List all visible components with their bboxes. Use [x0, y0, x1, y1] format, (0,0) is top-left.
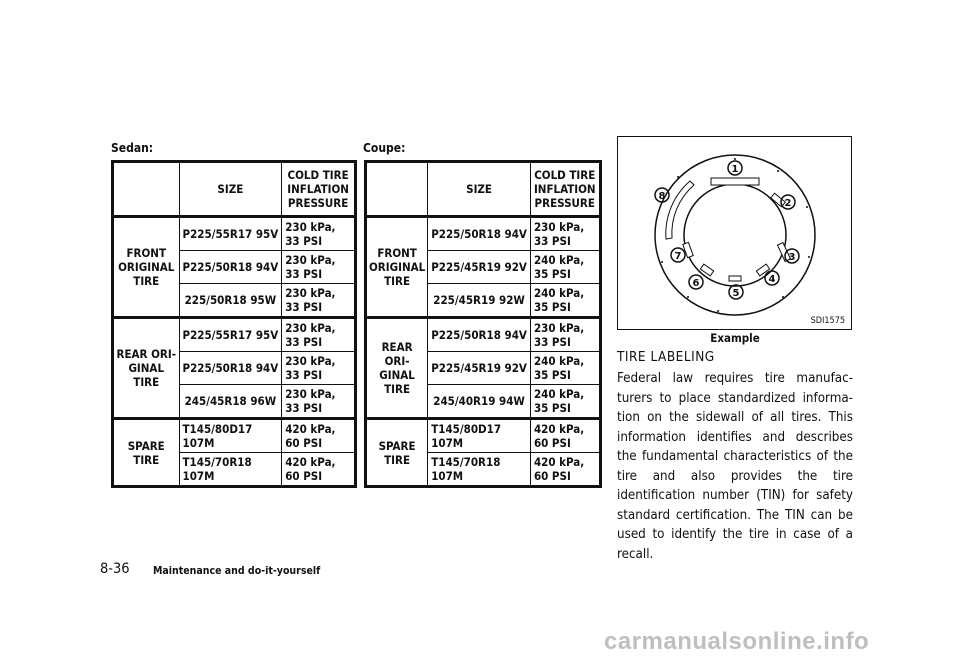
tire-position: FRONT ORIGINAL TIRE	[113, 217, 180, 318]
tire-size: P225/50R18 94V	[428, 217, 531, 251]
figure-code: SDI1575	[810, 316, 845, 326]
tire-size: T145/80D17 107M	[179, 419, 282, 453]
callout-5: 5	[732, 288, 740, 299]
sedan-tire-table	[111, 160, 357, 488]
table-row	[113, 419, 356, 453]
tire-pressure: 420 kPa, 60 PSI	[530, 453, 600, 487]
callout-2: 2	[784, 198, 792, 209]
size-header: SIZE	[428, 162, 531, 217]
section-heading: TIRE LABELING	[617, 349, 715, 365]
sedan-label: Sedan:	[111, 141, 154, 155]
tire-pressure: 230 kPa, 33 PSI	[530, 318, 600, 352]
position-header	[113, 162, 180, 217]
tire-pressure: 240 kPa, 35 PSI	[530, 385, 600, 419]
tire-pressure: 230 kPa, 33 PSI	[282, 385, 356, 419]
page-number: 8-36	[100, 561, 130, 577]
tire-size: 245/45R18 96W	[179, 385, 282, 419]
footer-section-title: Maintenance and do-it-yourself	[153, 565, 321, 577]
tire-size: 225/50R18 95W	[179, 284, 282, 318]
tire-size: P225/55R17 95V	[179, 318, 282, 352]
tire-size: 225/45R19 92W	[428, 284, 531, 318]
tire-pressure: 230 kPa, 33 PSI	[282, 284, 356, 318]
tire-pressure: 230 kPa, 33 PSI	[530, 217, 600, 251]
tire-size: P225/50R18 94V	[428, 318, 531, 352]
tire-pressure: 240 kPa, 35 PSI	[530, 352, 600, 385]
callout-4: 4	[768, 274, 776, 285]
tire-position: REAR ORI- GINAL TIRE	[366, 318, 428, 419]
tire-pressure: 230 kPa, 33 PSI	[282, 251, 356, 284]
table-row	[113, 217, 356, 251]
coupe-tire-table	[364, 160, 602, 488]
tire-size: T145/70R18 107M	[179, 453, 282, 487]
tire-size: T145/70R18 107M	[428, 453, 531, 487]
tire-pressure: 230 kPa, 33 PSI	[282, 352, 356, 385]
tire-size: P225/50R18 94V	[179, 251, 282, 284]
table-row	[366, 318, 601, 352]
tire-pressure: 420 kPa, 60 PSI	[530, 419, 600, 453]
tire-sidewall-figure	[617, 136, 852, 330]
callout-7: 7	[674, 251, 682, 262]
tire-pressure: 420 kPa, 60 PSI	[282, 453, 356, 487]
table-row	[366, 217, 601, 251]
tire-sidewall-illustration	[618, 137, 851, 329]
tire-pressure: 240 kPa, 35 PSI	[530, 251, 600, 284]
tire-size: P225/45R19 92V	[428, 251, 531, 284]
tire-size: 245/40R19 94W	[428, 385, 531, 419]
tire-pressure: 230 kPa, 33 PSI	[282, 318, 356, 352]
tire-position: SPARE TIRE	[366, 419, 428, 487]
callout-3: 3	[788, 252, 796, 263]
watermark: carmanualsonline.info	[604, 628, 870, 655]
position-header	[366, 162, 428, 217]
table-row	[366, 419, 601, 453]
tire-pressure: 230 kPa, 33 PSI	[282, 217, 356, 251]
callout-1: 1	[731, 164, 739, 175]
callout-6: 6	[692, 278, 700, 289]
callout-8: 8	[658, 191, 666, 202]
tire-pressure: 240 kPa, 35 PSI	[530, 284, 600, 318]
pressure-header: COLD TIRE INFLATION PRESSURE	[530, 162, 600, 217]
tire-pressure: 420 kPa, 60 PSI	[282, 419, 356, 453]
tire-size: T145/80D17 107M	[428, 419, 531, 453]
tire-position: FRONT ORIGINAL TIRE	[366, 217, 428, 318]
table-row	[113, 318, 356, 352]
tire-size: P225/50R18 94V	[179, 352, 282, 385]
tire-size: P225/55R17 95V	[179, 217, 282, 251]
figure-caption: Example	[710, 331, 760, 345]
coupe-label: Coupe:	[363, 141, 406, 155]
tire-position: SPARE TIRE	[113, 419, 180, 487]
size-header: SIZE	[179, 162, 282, 217]
pressure-header: COLD TIRE INFLATION PRESSURE	[282, 162, 356, 217]
tire-position: REAR ORI- GINAL TIRE	[113, 318, 180, 419]
section-body: Federal law requires tire manufac-turers to place standardized informa-tion on the sidewall of all tires. This information identifies and describes the fundamental characteristics of the tire and also provides the tire identification number (TIN) for safety standard certification. The TIN can be used to identify the tire in case of a recall.	[617, 371, 853, 562]
tire-size: P225/45R19 92V	[428, 352, 531, 385]
